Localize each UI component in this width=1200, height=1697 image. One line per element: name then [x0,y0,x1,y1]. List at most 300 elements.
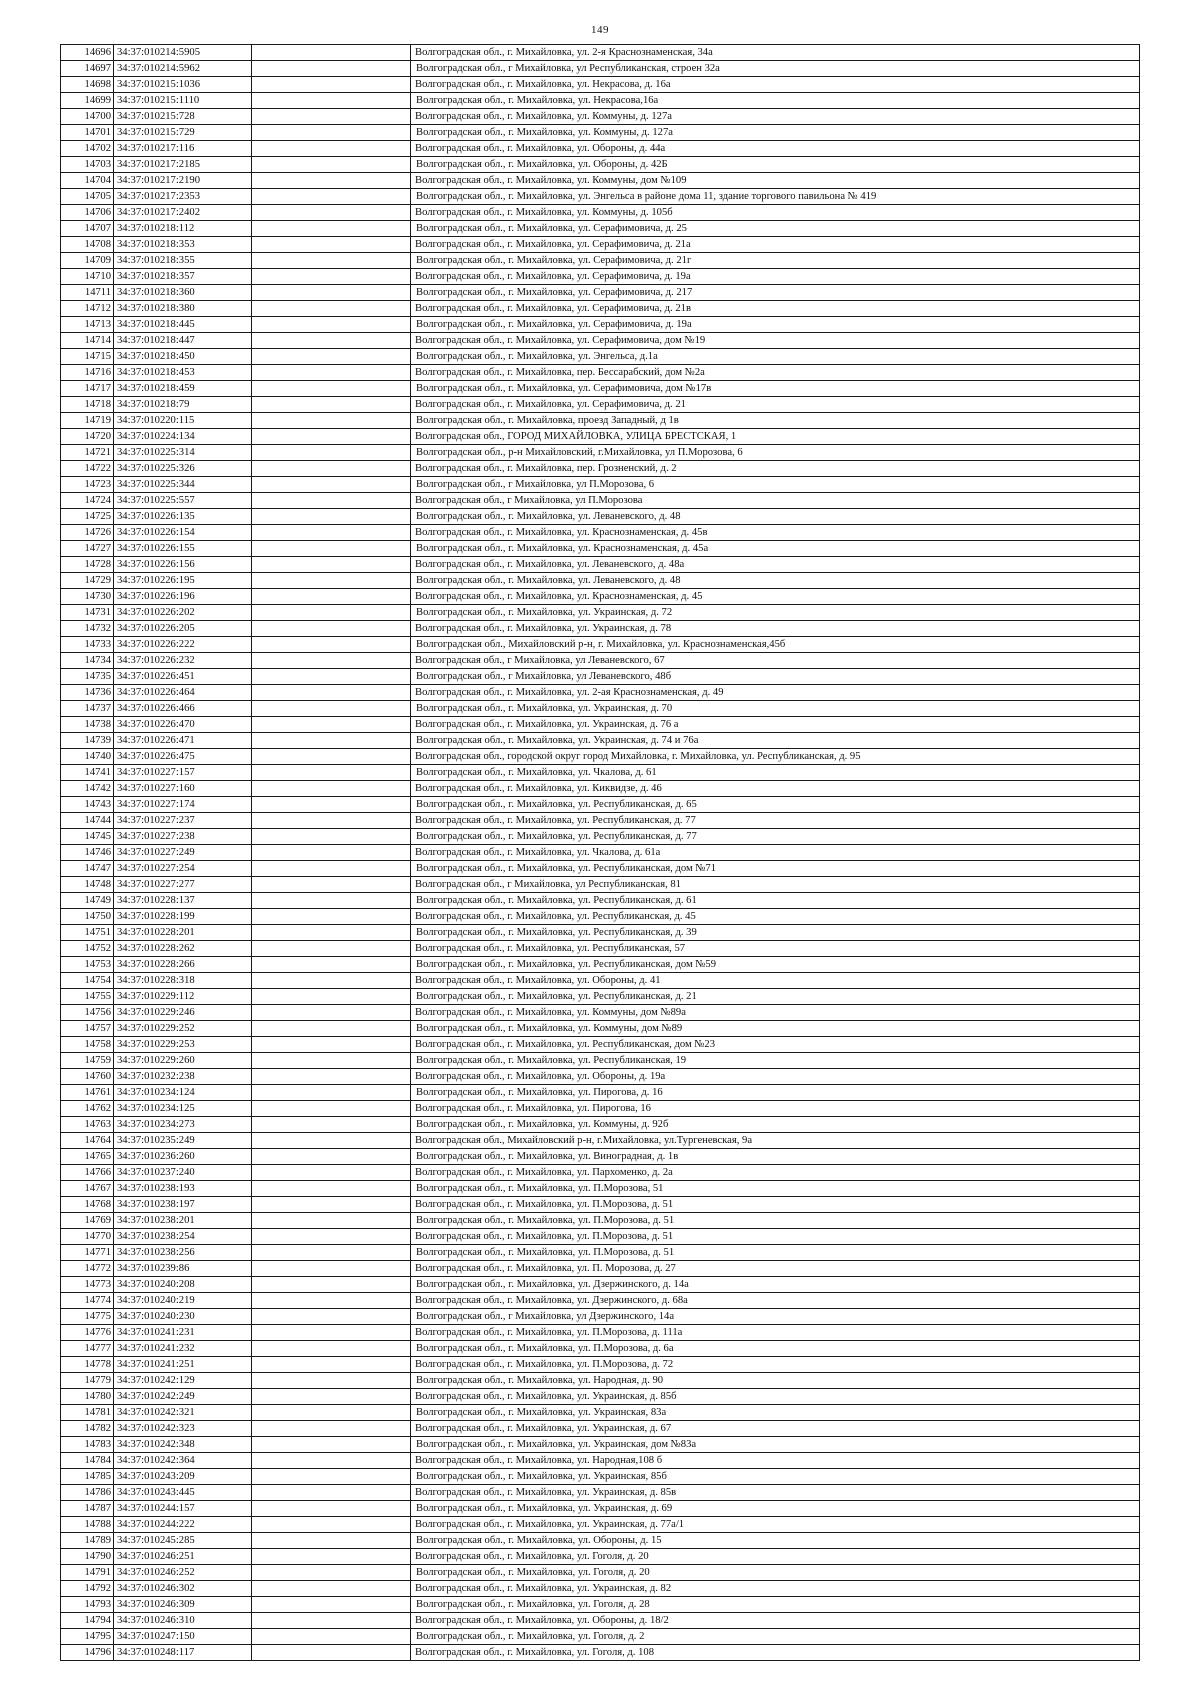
cadastral-number-cell: 34:37:010229:252 [114,1021,252,1037]
table-row [61,541,1140,557]
row-number-cell: 14719 [61,413,114,429]
empty-cell [252,989,411,1005]
address-cell: Волгоградская обл., г. Михайловка, ул. Серафимовича, д. 25 [411,221,1140,237]
cadastral-number-cell: 34:37:010218:79 [114,397,252,413]
cadastral-number-cell: 34:37:010215:729 [114,125,252,141]
row-number-cell: 14753 [61,957,114,973]
cadastral-number-cell: 34:37:010226:466 [114,701,252,717]
address-cell: Волгоградская обл., г. Михайловка, ул. Краснознаменская, д. 45а [411,541,1140,557]
empty-cell [252,1405,411,1421]
address-cell: Волгоградская обл., г. Михайловка, ул. Виноградная, д. 1в [411,1149,1140,1165]
address-cell: Волгоградская обл., г. Михайловка, ул. Республиканская, дом №59 [411,957,1140,973]
empty-cell [252,1005,411,1021]
empty-cell [252,573,411,589]
table-row [61,221,1140,237]
address-cell: Волгоградская обл., г Михайловка, ул Республиканская, 81 [411,877,1140,893]
empty-cell [252,445,411,461]
table-row [61,1533,1140,1549]
table-row [61,1501,1140,1517]
row-number-cell: 14722 [61,461,114,477]
table-row [61,925,1140,941]
address-cell: Волгоградская обл., г. Михайловка, ул. Дзержинского, д. 68а [411,1293,1140,1309]
cadastral-number-cell: 34:37:010227:174 [114,797,252,813]
cadastral-number-cell: 34:37:010218:453 [114,365,252,381]
empty-cell [252,333,411,349]
row-number-cell: 14714 [61,333,114,349]
empty-cell [252,1517,411,1533]
cadastral-number-cell: 34:37:010238:201 [114,1213,252,1229]
cadastral-number-cell: 34:37:010227:237 [114,813,252,829]
cadastral-number-cell: 34:37:010226:156 [114,557,252,573]
address-cell: Волгоградская обл., г. Михайловка, ул. Украинская, 85б [411,1469,1140,1485]
empty-cell [252,45,411,61]
cadastral-number-cell: 34:37:010244:157 [114,1501,252,1517]
empty-cell [252,349,411,365]
table-row [61,93,1140,109]
row-number-cell: 14699 [61,93,114,109]
row-number-cell: 14781 [61,1405,114,1421]
table-row [61,1613,1140,1629]
cadastral-number-cell: 34:37:010237:240 [114,1165,252,1181]
row-number-cell: 14790 [61,1549,114,1565]
cadastral-number-cell: 34:37:010218:360 [114,285,252,301]
cadastral-number-cell: 34:37:010218:380 [114,301,252,317]
cadastral-number-cell: 34:37:010228:137 [114,893,252,909]
empty-cell [252,1197,411,1213]
row-number-cell: 14754 [61,973,114,989]
address-cell: Волгоградская обл., г. Михайловка, ул. Украинская, д. 78 [411,621,1140,637]
empty-cell [252,637,411,653]
cadastral-number-cell: 34:37:010238:256 [114,1245,252,1261]
row-number-cell: 14717 [61,381,114,397]
cadastral-number-cell: 34:37:010218:447 [114,333,252,349]
address-cell: Волгоградская обл., г. Михайловка, ул. Серафимовича, д. 217 [411,285,1140,301]
address-cell: Волгоградская обл., г. Михайловка, ул. П. Морозова, д. 27 [411,1261,1140,1277]
address-cell: Волгоградская обл., г. Михайловка, ул. Республиканская, д. 21 [411,989,1140,1005]
table-row [61,493,1140,509]
row-number-cell: 14769 [61,1213,114,1229]
table-row [61,1037,1140,1053]
row-number-cell: 14791 [61,1565,114,1581]
cadastral-number-cell: 34:37:010238:254 [114,1229,252,1245]
row-number-cell: 14777 [61,1341,114,1357]
empty-cell [252,1501,411,1517]
cadastral-number-cell: 34:37:010238:197 [114,1197,252,1213]
address-cell: Волгоградская обл., Михайловский р-н, г.Михайловка, ул.Тургеневская, 9а [411,1133,1140,1149]
table-row [61,189,1140,205]
empty-cell [252,541,411,557]
row-number-cell: 14761 [61,1085,114,1101]
row-number-cell: 14705 [61,189,114,205]
table-row [61,1149,1140,1165]
empty-cell [252,957,411,973]
table-row [61,125,1140,141]
empty-cell [252,1373,411,1389]
empty-cell [252,1149,411,1165]
empty-cell [252,1309,411,1325]
empty-cell [252,77,411,93]
address-cell: Волгоградская обл., г. Михайловка, ул. Серафимовича, д. 21а [411,237,1140,253]
row-number-cell: 14711 [61,285,114,301]
cadastral-number-cell: 34:37:010242:364 [114,1453,252,1469]
row-number-cell: 14724 [61,493,114,509]
cadastral-number-cell: 34:37:010248:117 [114,1645,252,1661]
empty-cell [252,413,411,429]
empty-cell [252,893,411,909]
cadastral-number-cell: 34:37:010227:249 [114,845,252,861]
cadastral-number-cell: 34:37:010229:246 [114,1005,252,1021]
address-cell: Волгоградская обл., г. Михайловка, ул. Энгельса в районе дома 11, здание торгового павильона № 419 [411,189,1140,205]
cadastral-number-cell: 34:37:010242:321 [114,1405,252,1421]
cadastral-number-cell: 34:37:010246:309 [114,1597,252,1613]
empty-cell [252,1181,411,1197]
address-cell: Волгоградская обл., г. Михайловка, ул. П.Морозова, д. 51 [411,1245,1140,1261]
address-cell: Волгоградская обл., г. Михайловка, ул. 2-ая Краснознаменская, д. 49 [411,685,1140,701]
table-row [61,861,1140,877]
address-cell: Волгоградская обл., г. Михайловка, ул. Пархоменко, д. 2а [411,1165,1140,1181]
table-row [61,653,1140,669]
empty-cell [252,1389,411,1405]
table-row [61,1373,1140,1389]
row-number-cell: 14758 [61,1037,114,1053]
row-number-cell: 14725 [61,509,114,525]
address-cell: Волгоградская обл., г. Михайловка, ул. Серафимовича, д. 19а [411,269,1140,285]
address-cell: Волгоградская обл., г. Михайловка, ул. Обороны, д. 19а [411,1069,1140,1085]
empty-cell [252,509,411,525]
table-row [61,1565,1140,1581]
row-number-cell: 14756 [61,1005,114,1021]
row-number-cell: 14696 [61,45,114,61]
empty-cell [252,269,411,285]
address-cell: Волгоградская обл., г. Михайловка, ул. П.Морозова, д. 51 [411,1197,1140,1213]
empty-cell [252,813,411,829]
row-number-cell: 14750 [61,909,114,925]
address-cell: Волгоградская обл., г. Михайловка, ул. Украинская, д. 77а/1 [411,1517,1140,1533]
empty-cell [252,317,411,333]
address-cell: Волгоградская обл., городской округ город Михайловка, г. Михайловка, ул. Республиканская, д. 95 [411,749,1140,765]
row-number-cell: 14773 [61,1277,114,1293]
row-number-cell: 14767 [61,1181,114,1197]
empty-cell [252,1549,411,1565]
address-cell: Волгоградская обл., г. Михайловка, ул. П.Морозова, д. 111а [411,1325,1140,1341]
table-row [61,781,1140,797]
cadastral-number-cell: 34:37:010228:318 [114,973,252,989]
cadastral-number-cell: 34:37:010240:219 [114,1293,252,1309]
row-number-cell: 14713 [61,317,114,333]
table-row [61,717,1140,733]
row-number-cell: 14710 [61,269,114,285]
address-cell: Волгоградская обл., г. Михайловка, ул. Обороны, д. 42Б [411,157,1140,173]
row-number-cell: 14768 [61,1197,114,1213]
table-row [61,989,1140,1005]
table-row [61,285,1140,301]
address-cell: Волгоградская обл., г. Михайловка, ул. Обороны, д. 18/2 [411,1613,1140,1629]
address-cell: Волгоградская обл., г. Михайловка, ул. Гоголя, д. 20 [411,1565,1140,1581]
row-number-cell: 14728 [61,557,114,573]
empty-cell [252,477,411,493]
empty-cell [252,1485,411,1501]
page-number: 149 [591,24,609,36]
cadastral-number-cell: 34:37:010240:230 [114,1309,252,1325]
cadastral-number-cell: 34:37:010246:251 [114,1549,252,1565]
address-cell: Волгоградская обл., г. Михайловка, ул. Украинская, 83а [411,1405,1140,1421]
row-number-cell: 14780 [61,1389,114,1405]
table-row [61,1213,1140,1229]
table-row [61,637,1140,653]
address-cell: Волгоградская обл., г Михайловка, ул Республиканская, строен 32а [411,61,1140,77]
table-row [61,109,1140,125]
table-row [61,477,1140,493]
address-cell: Волгоградская обл., г. Михайловка, ул. Леваневского, д. 48 [411,573,1140,589]
empty-cell [252,621,411,637]
cadastral-number-cell: 34:37:010217:2402 [114,205,252,221]
row-number-cell: 14727 [61,541,114,557]
row-number-cell: 14763 [61,1117,114,1133]
empty-cell [252,1581,411,1597]
empty-cell [252,781,411,797]
row-number-cell: 14788 [61,1517,114,1533]
table-row [61,1293,1140,1309]
table-row [61,1181,1140,1197]
empty-cell [252,605,411,621]
row-number-cell: 14793 [61,1597,114,1613]
address-cell: Волгоградская обл., г. Михайловка, ул. Коммуны, дом №89а [411,1005,1140,1021]
address-cell: Волгоградская обл., г. Михайловка, ул. Леваневского, д. 48 [411,509,1140,525]
cadastral-number-cell: 34:37:010215:1110 [114,93,252,109]
empty-cell [252,925,411,941]
empty-cell [252,189,411,205]
table-row [61,621,1140,637]
cadastral-number-cell: 34:37:010226:205 [114,621,252,637]
empty-cell [252,1021,411,1037]
cadastral-number-cell: 34:37:010217:2353 [114,189,252,205]
empty-cell [252,669,411,685]
table-row [61,333,1140,349]
cadastral-number-cell: 34:37:010234:124 [114,1085,252,1101]
address-cell: Волгоградская обл., г. Михайловка, ул. Республиканская, д. 65 [411,797,1140,813]
cadastral-number-cell: 34:37:010220:115 [114,413,252,429]
table-row [61,813,1140,829]
row-number-cell: 14796 [61,1645,114,1661]
table-row [61,1117,1140,1133]
table-row [61,877,1140,893]
empty-cell [252,877,411,893]
table-row [61,1229,1140,1245]
table-row [61,1165,1140,1181]
table-row [61,1277,1140,1293]
table-row [61,413,1140,429]
address-cell: Волгоградская обл., г. Михайловка, ул. Народная,108 б [411,1453,1140,1469]
row-number-cell: 14743 [61,797,114,813]
empty-cell [252,1213,411,1229]
table-row [61,157,1140,173]
row-number-cell: 14792 [61,1581,114,1597]
address-cell: Волгоградская обл., г. Михайловка, ул. Пирогова, д. 16 [411,1085,1140,1101]
empty-cell [252,861,411,877]
cadastral-number-cell: 34:37:010229:112 [114,989,252,1005]
empty-cell [252,909,411,925]
row-number-cell: 14712 [61,301,114,317]
empty-cell [252,525,411,541]
table-row [61,525,1140,541]
empty-cell [252,733,411,749]
address-cell: Волгоградская обл., г. Михайловка, ул. Украинская, д. 85в [411,1485,1140,1501]
cadastral-number-cell: 34:37:010226:464 [114,685,252,701]
table-row [61,349,1140,365]
cadastral-number-cell: 34:37:010215:1036 [114,77,252,93]
cadastral-number-cell: 34:37:010214:5962 [114,61,252,77]
cadastral-number-cell: 34:37:010232:238 [114,1069,252,1085]
empty-cell [252,1533,411,1549]
empty-cell [252,1037,411,1053]
address-cell: Волгоградская обл., г. Михайловка, ул. П.Морозова, д. 51 [411,1229,1140,1245]
empty-cell [252,1597,411,1613]
table-row [61,237,1140,253]
address-cell: Волгоградская обл., г Михайловка, ул Дзержинского, 14а [411,1309,1140,1325]
table-row [61,1645,1140,1661]
row-number-cell: 14697 [61,61,114,77]
empty-cell [252,1421,411,1437]
row-number-cell: 14772 [61,1261,114,1277]
empty-cell [252,701,411,717]
row-number-cell: 14784 [61,1453,114,1469]
row-number-cell: 14787 [61,1501,114,1517]
empty-cell [252,125,411,141]
table-row [61,173,1140,189]
row-number-cell: 14770 [61,1229,114,1245]
row-number-cell: 14721 [61,445,114,461]
address-cell: Волгоградская обл., г. Михайловка, ул. Некрасова, д. 16а [411,77,1140,93]
cadastral-number-cell: 34:37:010246:252 [114,1565,252,1581]
empty-cell [252,749,411,765]
row-number-cell: 14736 [61,685,114,701]
cadastral-number-cell: 34:37:010228:201 [114,925,252,941]
empty-cell [252,93,411,109]
cadastral-number-cell: 34:37:010218:355 [114,253,252,269]
cadastral-number-cell: 34:37:010225:326 [114,461,252,477]
empty-cell [252,1165,411,1181]
empty-cell [252,973,411,989]
table-row [61,1517,1140,1533]
cadastral-number-cell: 34:37:010238:193 [114,1181,252,1197]
cadastral-number-cell: 34:37:010241:251 [114,1357,252,1373]
address-cell: Волгоградская обл., г. Михайловка, ул. Украинская, д. 74 и 76а [411,733,1140,749]
table-row [61,61,1140,77]
row-number-cell: 14765 [61,1149,114,1165]
table-row [61,1357,1140,1373]
cadastral-number-cell: 34:37:010225:557 [114,493,252,509]
empty-cell [252,1085,411,1101]
cadastral-number-cell: 34:37:010214:5905 [114,45,252,61]
empty-cell [252,557,411,573]
cadastral-number-cell: 34:37:010226:195 [114,573,252,589]
table-row [61,397,1140,413]
address-cell: Волгоградская обл., г. Михайловка, ул. Республиканская, д. 61 [411,893,1140,909]
empty-cell [252,1261,411,1277]
address-cell: Волгоградская обл., г. Михайловка, ул. Серафимовича, дом №17в [411,381,1140,397]
cadastral-number-cell: 34:37:010246:310 [114,1613,252,1629]
cadastral-number-cell: 34:37:010229:253 [114,1037,252,1053]
address-cell: Волгоградская обл., г. Михайловка, ул. П.Морозова, д. 6а [411,1341,1140,1357]
row-number-cell: 14786 [61,1485,114,1501]
cadastral-number-cell: 34:37:010226:232 [114,653,252,669]
row-number-cell: 14731 [61,605,114,621]
address-cell: Волгоградская обл., р-н Михайловский, г.Михайловка, ул П.Морозова, 6 [411,445,1140,461]
empty-cell [252,1245,411,1261]
row-number-cell: 14729 [61,573,114,589]
address-cell: Волгоградская обл., г. Михайловка, ул. П.Морозова, д. 72 [411,1357,1140,1373]
address-cell: Волгоградская обл., г. Михайловка, ул. Республиканская, д. 77 [411,813,1140,829]
row-number-cell: 14704 [61,173,114,189]
table-row [61,589,1140,605]
empty-cell [252,285,411,301]
address-cell: Волгоградская обл., г. Михайловка, ул. Серафимовича, д. 21в [411,301,1140,317]
row-number-cell: 14778 [61,1357,114,1373]
table-row [61,941,1140,957]
address-cell: Волгоградская обл., г. Михайловка, ул. Чкалова, д. 61а [411,845,1140,861]
empty-cell [252,157,411,173]
table-row [61,957,1140,973]
row-number-cell: 14706 [61,205,114,221]
address-cell: Волгоградская обл., г. Михайловка, ул. Украинская, д. 72 [411,605,1140,621]
empty-cell [252,1453,411,1469]
row-number-cell: 14783 [61,1437,114,1453]
empty-cell [252,1629,411,1645]
table-row [61,669,1140,685]
empty-cell [252,1645,411,1661]
address-cell: Волгоградская обл., г. Михайловка, ул. Краснознаменская, д. 45в [411,525,1140,541]
cadastral-number-cell: 34:37:010226:470 [114,717,252,733]
address-cell: Волгоградская обл., г. Михайловка, ул. П.Морозова, д. 51 [411,1213,1140,1229]
row-number-cell: 14723 [61,477,114,493]
cadastral-number-cell: 34:37:010217:2185 [114,157,252,173]
empty-cell [252,1229,411,1245]
table-row [61,45,1140,61]
table-row [61,765,1140,781]
table-row [61,845,1140,861]
row-number-cell: 14742 [61,781,114,797]
cadastral-number-cell: 34:37:010243:445 [114,1485,252,1501]
cadastral-number-cell: 34:37:010227:160 [114,781,252,797]
table-row [61,1597,1140,1613]
address-cell: Волгоградская обл., г. Михайловка, ул. Украинская, д. 85б [411,1389,1140,1405]
empty-cell [252,941,411,957]
cadastral-number-cell: 34:37:010234:125 [114,1101,252,1117]
row-number-cell: 14707 [61,221,114,237]
empty-cell [252,589,411,605]
row-number-cell: 14740 [61,749,114,765]
cadastral-number-cell: 34:37:010247:150 [114,1629,252,1645]
table-row [61,973,1140,989]
empty-cell [252,253,411,269]
empty-cell [252,1469,411,1485]
empty-cell [252,381,411,397]
empty-cell [252,845,411,861]
table-row [61,893,1140,909]
address-cell: Волгоградская обл., г. Михайловка, ул. Обороны, д. 15 [411,1533,1140,1549]
row-number-cell: 14782 [61,1421,114,1437]
table-row [61,509,1140,525]
address-cell: Волгоградская обл., г. Михайловка, ул. Народная, д. 90 [411,1373,1140,1389]
address-cell: Волгоградская обл., г. Михайловка, ул. Гоголя, д. 20 [411,1549,1140,1565]
cadastral-number-cell: 34:37:010218:450 [114,349,252,365]
row-number-cell: 14748 [61,877,114,893]
address-cell: Волгоградская обл., г. Михайловка, ул. Серафимовича, д. 21г [411,253,1140,269]
table-row [61,1421,1140,1437]
empty-cell [252,1613,411,1629]
cadastral-number-cell: 34:37:010218:353 [114,237,252,253]
cadastral-number-cell: 34:37:010242:323 [114,1421,252,1437]
